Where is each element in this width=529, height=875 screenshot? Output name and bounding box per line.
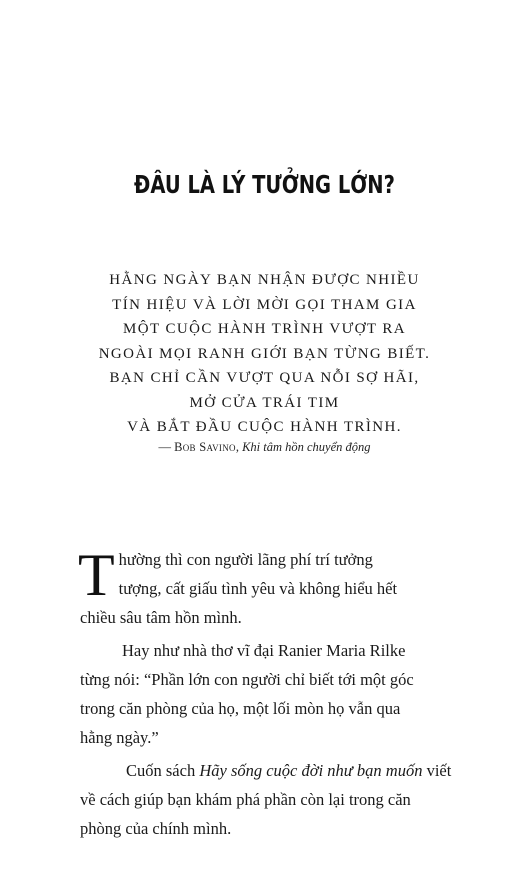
epigraph-quote xyxy=(0,268,529,440)
paragraph-line: hằng ngày.” xyxy=(80,728,159,747)
epigraph-line: MỞ CỬA TRÁI TIM xyxy=(189,394,340,411)
epigraph-line: BẠN CHỈ CẦN VƯỢT QUA NỖI SỢ HÃI, xyxy=(109,370,420,386)
paragraph-line: phòng của chính mình. xyxy=(80,819,232,838)
paragraph-line: Hay như nhà thơ vĩ đại Ranier Maria Rilke xyxy=(122,641,406,660)
paragraph-line: về cách giúp bạn khám phá phần còn lại trong căn xyxy=(80,790,411,809)
attribution-dash: — xyxy=(158,440,175,454)
paragraph-text: Cuốn sách xyxy=(126,761,200,780)
paragraph-line: tượng, cất giấu tình yêu và không hiểu hết xyxy=(118,579,398,598)
paragraph-line: chiều sâu tâm hồn mình. xyxy=(80,608,242,627)
paragraph-line: trong căn phòng của họ, một lối mòn họ vẫn qua xyxy=(80,699,401,718)
epigraph-line: HẰNG NGÀY BẠN NHẬN ĐƯỢC NHIỀU xyxy=(109,272,420,288)
paragraph-1 xyxy=(78,542,490,632)
book-title-italic: Hãy sống cuộc đời như bạn muốn xyxy=(199,761,423,780)
epigraph-line: NGOÀI MỌI RANH GIỚI BẠN TỪNG BIẾT. xyxy=(98,345,431,362)
epigraph-attribution xyxy=(0,440,529,455)
epigraph-line: MỘT CUỘC HÀNH TRÌNH VƯỢT RA xyxy=(123,321,406,337)
epigraph-line: VÀ BẮT ĐẦU CUỘC HÀNH TRÌNH. xyxy=(127,419,402,435)
paragraph-line xyxy=(80,756,490,785)
attribution-separator: , xyxy=(235,440,243,454)
paragraph-line: từng nói: “Phần lớn con người chỉ biết tới một góc xyxy=(80,670,414,689)
paragraph-text: viết xyxy=(422,761,452,780)
paragraph-line: hường thì con người lãng phí trí tưởng xyxy=(118,550,373,569)
chapter-title: ĐÂU LÀ LÝ TƯỞNG LỚN? xyxy=(134,170,395,199)
paragraph-2 xyxy=(80,636,490,752)
attribution-author: Bob Savino xyxy=(174,440,236,454)
body-text xyxy=(78,542,490,843)
drop-cap: T xyxy=(78,542,115,608)
epigraph-line: TÍN HIỆU VÀ LỜI MỜI GỌI THAM GIA xyxy=(112,296,417,313)
attribution-book-title: Khi tâm hồn chuyển động xyxy=(242,440,371,454)
paragraph-3 xyxy=(80,756,490,843)
